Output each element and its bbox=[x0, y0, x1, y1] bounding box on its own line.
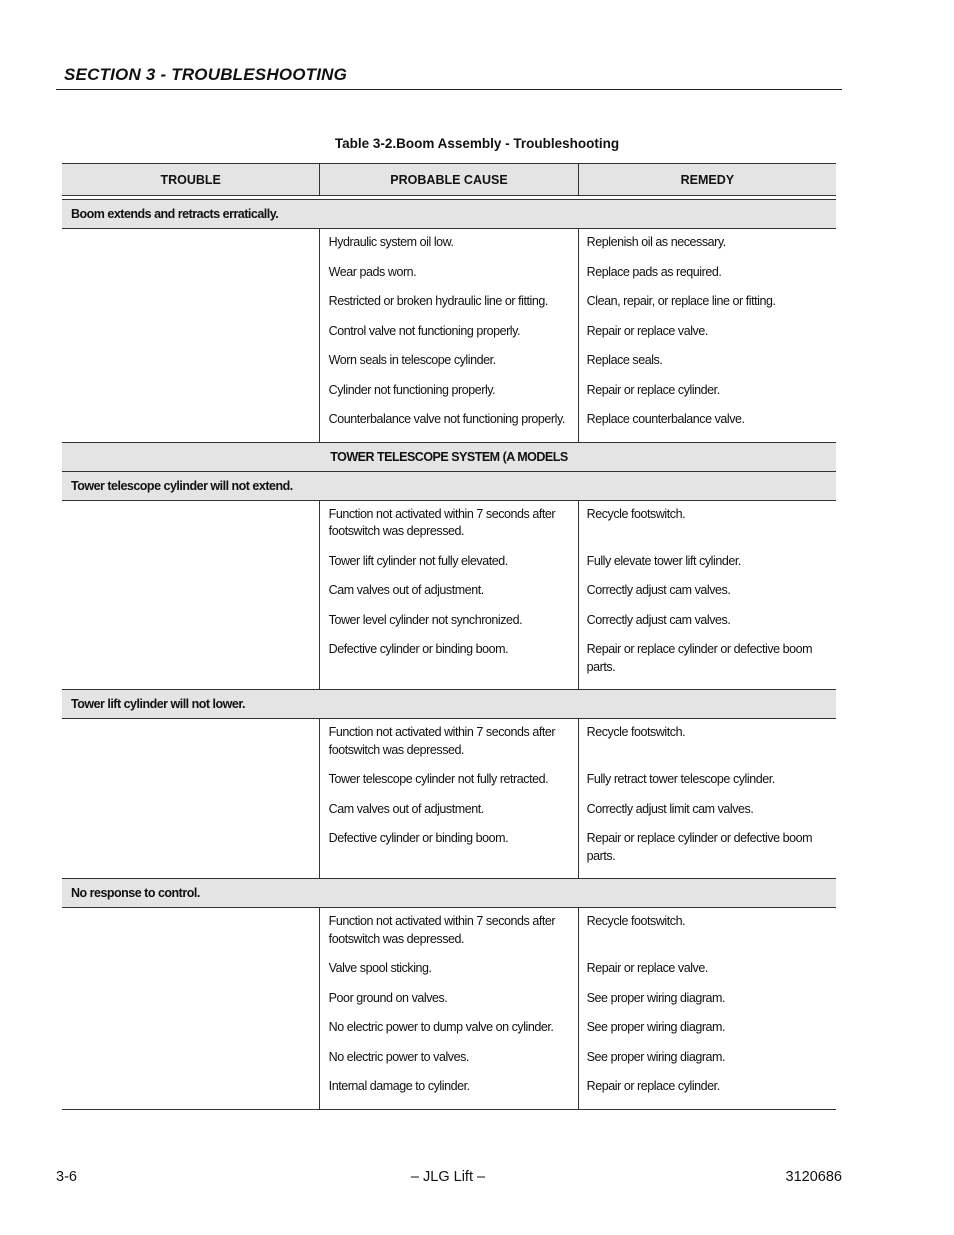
probable-cause-cell: Counterbalance valve not functioning properly. bbox=[328, 412, 565, 426]
trouble-heading: Boom extends and retracts erratically. bbox=[62, 200, 836, 229]
probable-cause-cell: Defective cylinder or binding boom. bbox=[328, 642, 509, 656]
probable-cause-cell: Tower telescope cylinder not fully retracted. bbox=[328, 772, 549, 786]
document-number: 3120686 bbox=[785, 1169, 842, 1185]
trouble-heading: Tower lift cylinder will not lower. bbox=[62, 690, 836, 719]
remedy-cell: Fully elevate tower lift cylinder. bbox=[586, 553, 741, 568]
remedy-cell: Repair or replace cylinder or defective boom parts. bbox=[586, 831, 813, 863]
trouble-cell-empty bbox=[62, 229, 320, 442]
trouble-detail-block bbox=[62, 719, 836, 879]
remedy-cell: See proper wiring diagram. bbox=[586, 1020, 726, 1034]
trouble-cell-empty bbox=[62, 501, 320, 690]
probable-cause-cell: Hydraulic system oil low. bbox=[328, 235, 454, 249]
column-divider bbox=[578, 719, 579, 878]
trouble-cell-empty bbox=[62, 908, 320, 1109]
probable-cause-cell: Function not activated within 7 seconds after footswitch was depressed. bbox=[328, 914, 556, 946]
table-body bbox=[62, 200, 836, 1110]
system-subheading: TOWER TELESCOPE SYSTEM (A MODELS bbox=[62, 443, 836, 472]
trouble-detail-block bbox=[62, 908, 836, 1110]
remedy-cell: Correctly adjust cam valves. bbox=[586, 612, 731, 627]
table-title: Table 3-2.Boom Assembly - Troubleshooting bbox=[334, 136, 620, 151]
remedy-cell: Recycle footswitch. bbox=[586, 914, 686, 928]
probable-cause-cell: Poor ground on valves. bbox=[328, 990, 448, 1005]
remedy-cell: Repair or replace cylinder or defective boom parts. bbox=[586, 642, 813, 674]
probable-cause-cell: No electric power to valves. bbox=[328, 1049, 469, 1064]
header-rule bbox=[56, 89, 842, 90]
remedy-cell: Recycle footswitch. bbox=[586, 725, 686, 739]
remedy-cell: Repair or replace valve. bbox=[586, 961, 708, 975]
remedy-cell: Recycle footswitch. bbox=[586, 506, 686, 521]
remedy-cell: See proper wiring diagram. bbox=[586, 1049, 726, 1064]
column-divider bbox=[578, 229, 579, 442]
remedy-cell: Replace seals. bbox=[586, 353, 663, 367]
remedy-cell: Replenish oil as necessary. bbox=[586, 235, 726, 249]
remedy-cell: See proper wiring diagram. bbox=[586, 990, 726, 1005]
trouble-cell-empty bbox=[62, 719, 320, 878]
remedy-cell: Repair or replace valve. bbox=[586, 323, 708, 338]
column-divider bbox=[578, 501, 579, 690]
footer-center: – JLG Lift – bbox=[410, 1169, 486, 1185]
remedy-cell: Repair or replace cylinder. bbox=[586, 1079, 720, 1093]
column-header-remedy: REMEDY bbox=[578, 164, 836, 195]
probable-cause-cell: Tower lift cylinder not fully elevated. bbox=[328, 553, 508, 568]
probable-cause-cell: Cylinder not functioning properly. bbox=[328, 382, 496, 397]
section-heading: SECTION 3 - TROUBLESHOOTING bbox=[64, 65, 348, 84]
probable-cause-cell: Restricted or broken hydraulic line or fitting. bbox=[328, 294, 548, 308]
remedy-cell: Correctly adjust cam valves. bbox=[586, 583, 731, 597]
probable-cause-cell: Function not activated within 7 seconds after footswitch was depressed. bbox=[328, 506, 556, 538]
column-divider bbox=[578, 908, 579, 1109]
probable-cause-cell: Defective cylinder or binding boom. bbox=[328, 831, 509, 845]
probable-cause-cell: Wear pads worn. bbox=[328, 264, 417, 279]
probable-cause-cell: Tower level cylinder not synchronized. bbox=[328, 612, 523, 627]
probable-cause-cell: Worn seals in telescope cylinder. bbox=[328, 353, 496, 367]
remedy-cell: Correctly adjust limit cam valves. bbox=[586, 801, 754, 816]
probable-cause-cell: Cam valves out of adjustment. bbox=[328, 801, 484, 816]
trouble-detail-block bbox=[62, 501, 836, 691]
table-header-row bbox=[62, 163, 836, 196]
trouble-detail-block bbox=[62, 229, 836, 443]
probable-cause-cell: Control valve not functioning properly. bbox=[328, 323, 521, 338]
probable-cause-cell: Internal damage to cylinder. bbox=[328, 1079, 470, 1093]
page-number: 3-6 bbox=[56, 1169, 77, 1185]
trouble-heading: Tower telescope cylinder will not extend. bbox=[62, 472, 836, 501]
remedy-cell: Clean, repair, or replace line or fitting. bbox=[586, 294, 776, 308]
trouble-heading: No response to control. bbox=[62, 879, 836, 908]
troubleshooting-table bbox=[62, 163, 836, 1110]
probable-cause-cell: Function not activated within 7 seconds after footswitch was depressed. bbox=[328, 725, 556, 757]
column-header-probable-cause: PROBABLE CAUSE bbox=[319, 164, 577, 195]
remedy-cell: Fully retract tower telescope cylinder. bbox=[586, 772, 775, 786]
remedy-cell: Replace pads as required. bbox=[586, 264, 722, 279]
probable-cause-cell: Cam valves out of adjustment. bbox=[328, 583, 484, 597]
column-header-trouble: TROUBLE bbox=[160, 172, 221, 187]
remedy-cell: Replace counterbalance valve. bbox=[586, 412, 745, 426]
probable-cause-cell: Valve spool sticking. bbox=[328, 961, 432, 975]
probable-cause-cell: No electric power to dump valve on cylinder. bbox=[328, 1020, 554, 1034]
remedy-cell: Repair or replace cylinder. bbox=[586, 382, 720, 397]
